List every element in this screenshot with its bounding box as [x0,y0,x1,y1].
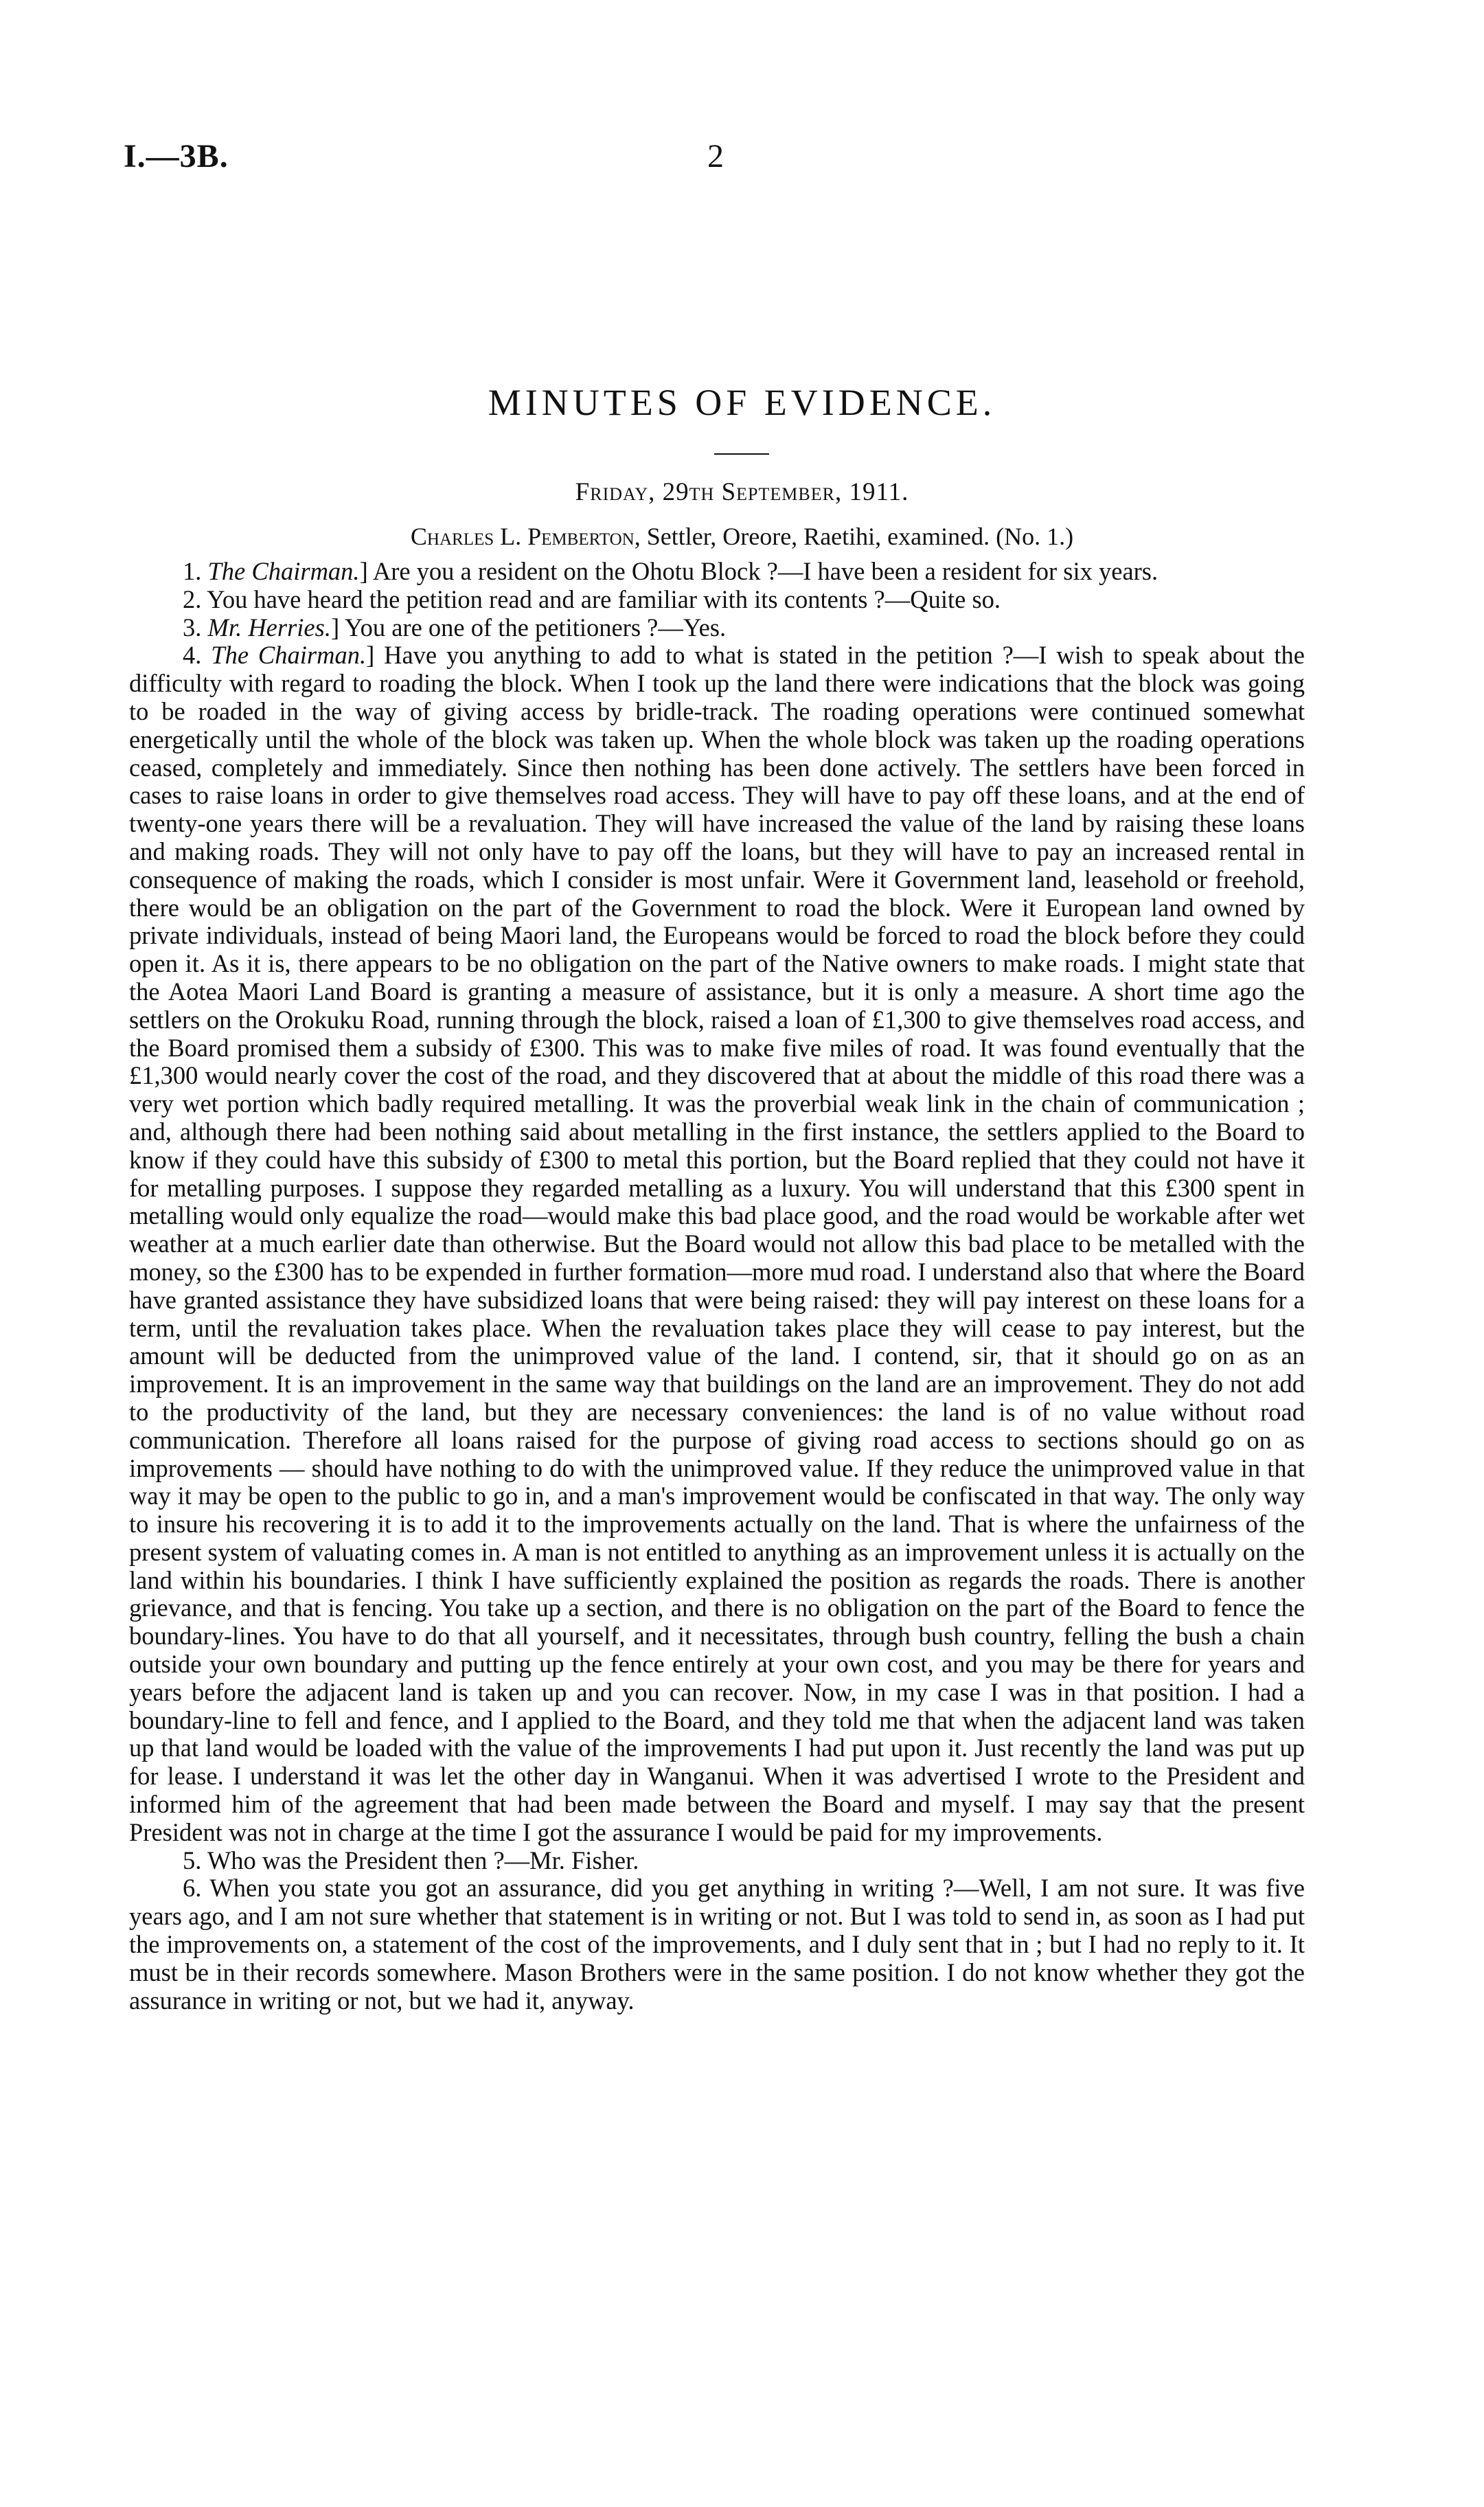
witness-line [0,522,1484,551]
question-number: 2. [183,585,202,613]
question-number: 4. [183,641,202,670]
question-text: ] You are one of the petitioners ?—Yes. [330,613,727,642]
question-3 [129,614,1305,642]
question-5 [129,1847,1305,1875]
question-4 [129,642,1305,1846]
document-reference: I.—3B. [124,138,229,174]
question-number: 6. [183,1874,202,1903]
question-text: You have heard the petition read and are familiar with its contents ?—Quite so. [207,585,1001,613]
question-number: 3. [183,613,202,642]
page-title: MINUTES OF EVIDENCE. [488,382,996,423]
speaker: Mr. Herries. [207,613,331,642]
speaker: The Chairman. [211,641,367,670]
question-2 [129,586,1305,614]
page-number: 2 [707,138,724,174]
question-text: ] Are you a resident on the Ohotu Block ?—I have been a resident for six years. [359,557,1158,585]
question-text: ] Have you anything to add to what is stated in the petition ?—I wish to speak about the difficulty with regard to roading the block. When I took up the land there were indications that the block was going to be roaded in the way of giving access by bridle-track. The roading operations were continued somewhat energetically until the whole of the block was taken up. When the whole block was taken up the roading operations ceased, completely and immediately. Since then nothing has been done actively. The settlers have been forced in cases to raise loans in order to give themselves road access. They will have to pay off these loans, and at the end of twenty-one years there will be a revaluation. They will have increased the value of the land by raising these loans and making roads. They will not only have to pay off the loans, but they will have to pay an increased rental in consequence of making the roads, which I consider is most unfair. Were it Government land, leasehold or freehold, there would be an obligation on the part of the Government to road the block. Were it European land owned by private individuals, instead of being Maori land, the Europeans would be forced to road the block before they could open it. As it is, there appears to be no obligation on the part of the Native owners to make roads. I might state that the Aotea Maori Land Board is granting a measure of assistance, but it is only a measure. A short time ago the settlers on the Orokuku Road, running through the block, raised a loan of £1,300 to give themselves road access, and the Board promised them a subsidy of £300. This was to make five miles of road. It was found eventually that the £1,300 would nearly cover the cost of the road, and they discovered that at about the middle of this road there was a very wet portion which badly required metalling. It was the proverbial weak link in the chain of communication ; and, although there had been nothing said about metalling in the first instance, the settlers applied to the Board to know if they could have this subsidy of £300 to metal this portion, but the Board replied that they could not have it for metalling purposes. I suppose they regarded metalling as a luxury. You will understand that this £300 spent in metalling would only equalize the road—would make this bad place good, and the road would be workable after wet weather at a much earlier date than otherwise. But the Board would not allow this bad place to be metalled with the money, so the £300 has to be expended in further formation—more mud road. I understand also that where the Board have granted assistance they have subsidized loans that were being raised: they will pay interest on these loans for a term, until the revaluation takes place. When the revaluation takes place they will cease to pay interest, but the amount will be deducted from the unimproved value of the land. I contend, sir, that it should go on as an improvement. It is an improvement in the same way that buildings on the land are an improvement. They do not add to the productivity of the land, but they are necessary conveniences: the land is of no value without road communication. Therefore all loans raised for the purpose of giving road access to sections should go on as improvements — should have nothing to do with the unimproved value. If they reduce the unimproved value in that way it may be open to the public to go in, and a man's improvement would be confiscated in that way. The only way to insure his recovering it is to add it to the improvements actually on the land. That is where the unfairness of the present system of valuating comes in. A man is not entitled to anything as an improvement unless it is actually on the land within his boundaries. I think I have sufficiently explained the position as regards the roads. There is another grievance, and that is fencing. You take up a section, and there is no obligation on the part of the Board to fence the boundary-lines. You have to do that all yourself, and it necessitates, through bush country, felling the bush a chain outside your own boundary and putting up the fence entirely at your own cost, and you may be there for years and years before the adjacent land is taken up and you can recover. Now, in my case I was in that position. I had a boundary-line to fell and fence, and I applied to the Board, and they told me that when the adjacent land was taken up that land would be loaded with the value of the improvements I had put upon it. Just recently the land was put up for lease. I understand it was let the other day in Wanganui. When it was advertised I wrote to the President and informed him of the agreement that had been made between the Board and myself. I may say that the present President was not in charge at the time I got the assurance I would be paid for my improvements. [129,641,1305,1846]
witness-details: Settler, Oreore, Raetihi, examined. (No. 1.) [640,523,1074,550]
session-date: Friday, 29th September, 1911. [575,478,909,506]
title-divider [714,453,769,455]
question-1 [129,558,1305,586]
speaker: The Chairman. [207,557,360,585]
question-number: 5. [183,1846,202,1874]
question-number: 1. [183,557,202,585]
question-6 [129,1874,1305,2015]
witness-name: Charles L. Pemberton, [410,523,641,550]
evidence-body [129,558,1305,2015]
question-text: When you state you got an assurance, did you get anything in writing ?—Well, I am not sure. It was five years ago, and I am not sure whether that statement is in writing or not. But I was told to send in, as soon as I had put the improvements on, a statement of the cost of the improvements, and I duly sent that in ; but I had no reply to it. It must be in their records somewhere. Mason Brothers were in the same position. I do not know whether they got the assurance in writing or not, but we had it, anyway. [129,1874,1305,2015]
question-text: Who was the President then ?—Mr. Fisher. [207,1846,639,1874]
